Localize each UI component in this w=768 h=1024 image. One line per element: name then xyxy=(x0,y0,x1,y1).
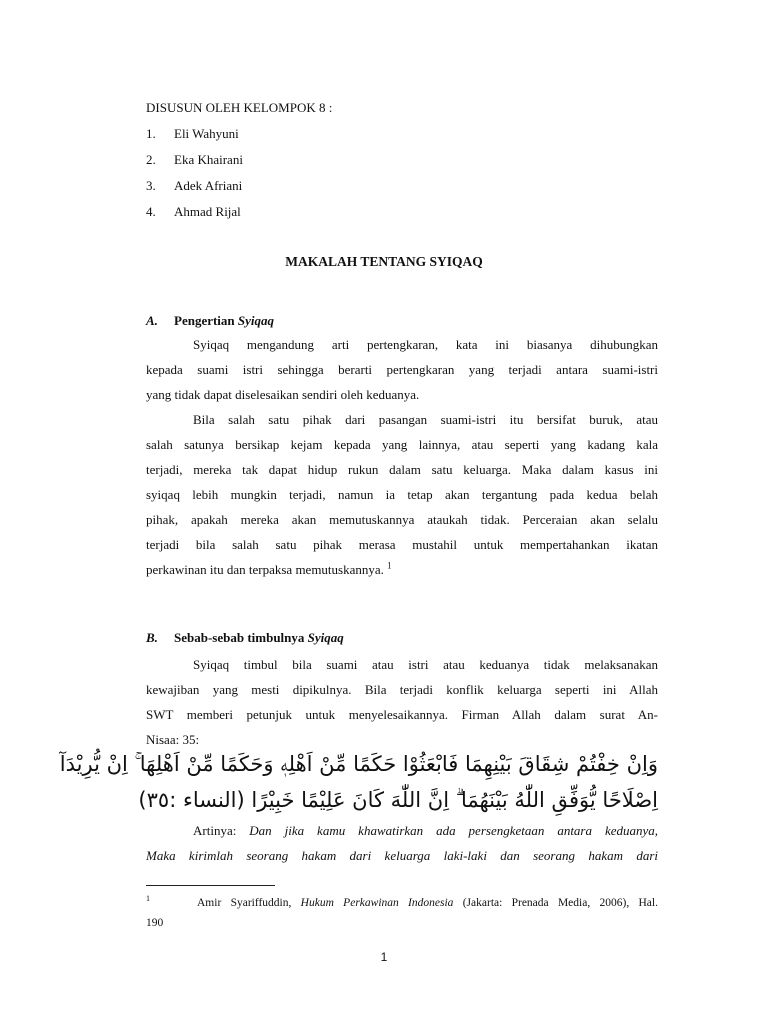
translation-text: Dan jika kamu khawatirkan ada persengketaan antara keduanya, xyxy=(249,823,659,838)
author-number: 2. xyxy=(146,152,156,167)
paragraph-line: salah satunya bersikap kejam kepada yang lainnya, atau seperti yang kadang kala xyxy=(146,437,658,452)
author-number: 4. xyxy=(146,204,156,219)
page-number: 1 xyxy=(380,950,388,964)
footnote-author: Amir Syariffuddin, xyxy=(197,897,301,909)
author-name: Eka Khairani xyxy=(174,152,243,167)
page-title: MAKALAH TENTANG SYIQAQ xyxy=(285,254,483,269)
author-number: 3. xyxy=(146,178,156,193)
section-a-title xyxy=(174,313,274,329)
footnote-divider xyxy=(146,885,275,886)
paragraph-line: kewajiban yang mesti dipikulnya. Bila terjadi konflik keluarga seperti ini Allah xyxy=(146,682,658,697)
section-b-title-italic: Syiqaq xyxy=(307,630,344,645)
translation-line xyxy=(146,818,658,843)
section-b-title-text: Sebab-sebab timbulnya xyxy=(174,630,308,645)
paragraph-line: yang tidak dapat diselesaikan sendiri oleh keduanya. xyxy=(146,387,420,402)
author-name: Adek Afriani xyxy=(174,178,243,193)
quran-verse-line-2: اِصْلَاحًا يُّوَفِّقِ اللّٰهُ بَيْنَهُمَا ۗ اِنَّ اللّٰهَ كَانَ عَلِيْمًا خَبِيْرًا (النساء :٣٥) xyxy=(138,788,658,812)
footnote xyxy=(146,893,658,933)
footnote-continuation: 190 xyxy=(146,917,164,929)
section-a-title-italic: Syiqaq xyxy=(237,313,275,328)
author-name: Eli Wahyuni xyxy=(174,126,239,141)
paragraph-line: terjadi bila salah satu pihak merasa mustahil untuk mempertahankan ikatan xyxy=(146,537,658,552)
paragraph-line: Nisaa: 35: xyxy=(146,732,200,747)
authors-heading: DISUSUN OLEH KELOMPOK 8 : xyxy=(146,100,333,115)
section-a-paragraph-2 xyxy=(146,407,658,582)
paragraph-line: SWT memberi petunjuk untuk menyelesaikannya. Firman Allah dalam surat An- xyxy=(146,707,658,722)
footnote-number: 1 xyxy=(146,894,150,903)
section-a-title-text: Pengertian xyxy=(174,313,238,328)
section-b-title xyxy=(174,630,344,646)
paragraph-line: syiqaq lebih mungkin terjadi, namun ia tetap akan tergantung pada kedua belah xyxy=(146,487,658,502)
footnote-text xyxy=(146,893,658,913)
paragraph-line: terjadi, mereka tak dapat hidup rukun dalam satu keluarga. Maka dalam kasus ini xyxy=(146,462,658,477)
footnote-reference[interactable]: 1 xyxy=(387,560,392,571)
section-a-paragraph-1 xyxy=(146,332,658,407)
paragraph-line: kepada suami istri sehingga berarti pertengkaran yang terjadi antara suami-istri xyxy=(146,362,658,377)
footnote-publication: (Jakarta: Prenada Media, 2006), Hal. xyxy=(453,897,658,909)
section-a-letter: A. xyxy=(146,313,158,328)
author-number: 1. xyxy=(146,126,156,141)
paragraph-line xyxy=(146,557,658,582)
section-b-paragraph-1 xyxy=(146,652,658,752)
section-b-letter: B. xyxy=(146,630,158,645)
paragraph-line: pihak, apakah mereka akan memutuskannya ataukah tidak. Perceraian akan selalu xyxy=(146,512,658,527)
translation-label: Artinya: xyxy=(193,823,250,838)
translation-line: Maka kirimlah seorang hakam dari keluarga laki-laki dan seorang hakam dari xyxy=(146,848,658,863)
paragraph-line-text: perkawinan itu dan terpaksa memutuskannya. xyxy=(146,562,388,577)
quran-verse-line-1: وَاِنْ خِفْتُمْ شِقَاقَ بَيْنِهِمَا فَابْعَثُوْا حَكَمًا مِّنْ اَهْلِهٖ وَحَكَمًا مِّنْ اَهْلِهَا ۚ اِنْ يُّرِيْدَآ xyxy=(59,752,658,776)
translation xyxy=(146,818,658,868)
footnote-book-title: Hukum Perkawinan Indonesia xyxy=(300,897,454,909)
paragraph-line: Syiqaq timbul bila suami atau istri atau keduanya tidak melaksanakan xyxy=(193,657,658,672)
paragraph-line: Bila salah satu pihak dari pasangan suami-istri itu bersifat buruk, atau xyxy=(193,412,658,427)
paragraph-line: Syiqaq mengandung arti pertengkaran, kata ini biasanya dihubungkan xyxy=(193,337,658,352)
author-name: Ahmad Rijal xyxy=(174,204,241,219)
